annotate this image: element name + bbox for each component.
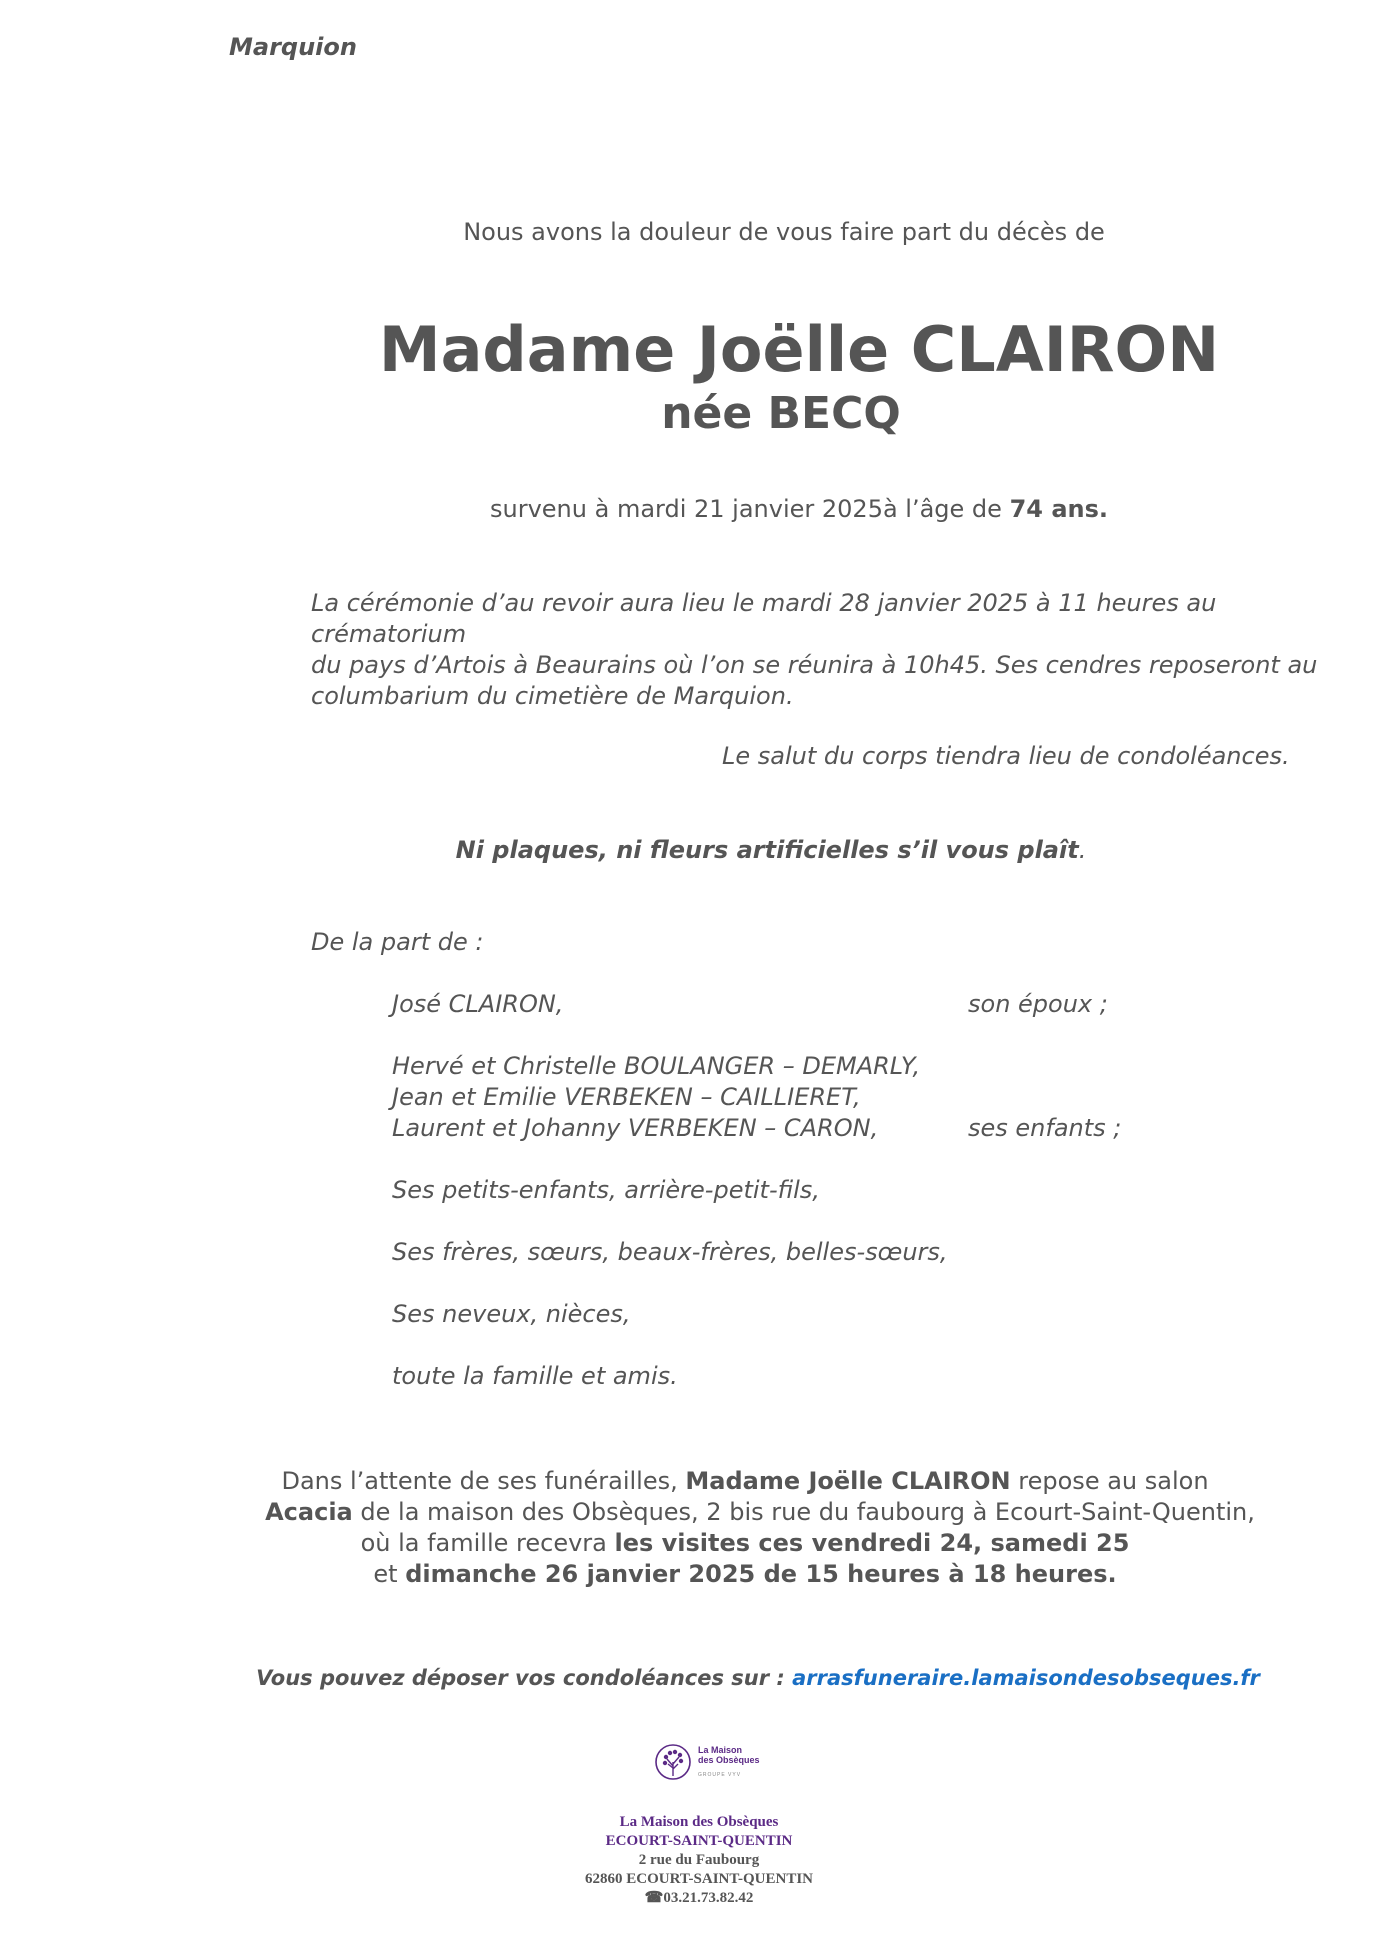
wake-name: Madame Joëlle CLAIRON	[685, 1467, 1011, 1495]
family-spouse: José CLAIRON,	[392, 990, 564, 1018]
phone-icon: ☎	[644, 1890, 664, 1906]
wake-text: repose au salon	[1010, 1467, 1209, 1495]
from-label: De la part de :	[311, 928, 484, 956]
family-nephews: Ses neveux, nièces,	[392, 1300, 631, 1328]
family-siblings: Ses frères, sœurs, beaux-frères, belles-sœurs,	[392, 1238, 948, 1266]
logo-line: La Maison	[698, 1745, 743, 1755]
ceremony-line: La cérémonie d’au revoir aura lieu le mardi 28 janvier 2025 à 11 heures au crématorium	[311, 589, 1217, 648]
children-relation: ses enfants ;	[968, 1114, 1122, 1142]
logo-text	[698, 1745, 760, 1765]
family-all: toute la famille et amis.	[392, 1362, 678, 1390]
condolences-label: Vous pouvez déposer vos condoléances sur :	[256, 1666, 793, 1690]
visit-hours: dimanche 26 janvier 2025 de 15 heures à 18 heures.	[405, 1560, 1117, 1588]
footer-city: 62860 ECOURT-SAINT-QUENTIN	[585, 1871, 813, 1887]
age: 74 ans.	[1009, 495, 1108, 523]
death-prefix: survenu à mardi 21 janvier 2025à l’âge de	[490, 495, 1010, 523]
ceremony-line: du pays d’Artois à Beaurains où l’on se réunira à 10h45. Ses cendres reposeront au	[311, 651, 1318, 679]
wake-text: Dans l’attente de ses funérailles,	[281, 1467, 686, 1495]
footer-address	[0, 1813, 1378, 1908]
wake-text: et	[373, 1560, 406, 1588]
no-flowers-text	[0, 836, 1378, 864]
footer-street: 2 rue du Faubourg	[638, 1852, 760, 1868]
logo-line: des Obsèques	[698, 1755, 760, 1765]
maiden-name: née BECQ	[661, 388, 901, 439]
company-logo	[654, 1742, 764, 1786]
death-info	[0, 495, 1378, 523]
footer-company: La Maison des Obsèques	[619, 1814, 779, 1830]
family-grandchildren: Ses petits-enfants, arrière-petit-fils,	[392, 1176, 820, 1204]
salon-name: Acacia	[265, 1498, 353, 1526]
logo-group-text: GROUPE VYV	[698, 1772, 742, 1778]
visit-days: les visites ces vendredi 24, samedi 25	[614, 1529, 1130, 1557]
wake-paragraph	[0, 1466, 1378, 1590]
deceased-name: Madame Joëlle CLAIRON	[378, 313, 1220, 386]
intro-text: Nous avons la douleur de vous faire part du décès de	[463, 218, 1105, 246]
ceremony-paragraph	[311, 588, 1331, 712]
condolences-line	[0, 1666, 1378, 1690]
wake-line	[0, 1559, 1378, 1590]
wake-line	[0, 1497, 1378, 1528]
family-child: Laurent et Johanny VERBEKEN – CARON,	[392, 1114, 879, 1142]
footer-phone-line	[0, 1889, 1378, 1908]
footer-branch: ECOURT-SAINT-QUENTIN	[605, 1833, 793, 1849]
ceremony-line: columbarium du cimetière de Marquion.	[311, 682, 794, 710]
family-child: Jean et Emilie VERBEKEN – CAILLIERET,	[392, 1083, 861, 1111]
condolences-link[interactable]: arrasfuneraire.lamaisondesobseques.fr	[792, 1666, 1260, 1690]
wake-text: de la maison des Obsèques, 2 bis rue du faubourg à Ecourt-Saint-Quentin,	[352, 1498, 1255, 1526]
wake-text: où la famille recevra	[360, 1529, 615, 1557]
wake-line	[0, 1466, 1378, 1497]
town-name: Marquion	[229, 33, 357, 61]
footer-phone: 03.21.73.82.42	[663, 1890, 754, 1906]
wake-line	[0, 1528, 1378, 1559]
no-flowers-end: .	[1078, 836, 1087, 864]
family-child: Hervé et Christelle BOULANGER – DEMARLY,	[392, 1052, 921, 1080]
spouse-relation: son époux ;	[968, 990, 1108, 1018]
salut-text: Le salut du corps tiendra lieu de condoléances.	[722, 742, 1290, 770]
no-flowers-main: Ni plaques, ni fleurs artificielles s’il vous plaît	[455, 836, 1079, 864]
